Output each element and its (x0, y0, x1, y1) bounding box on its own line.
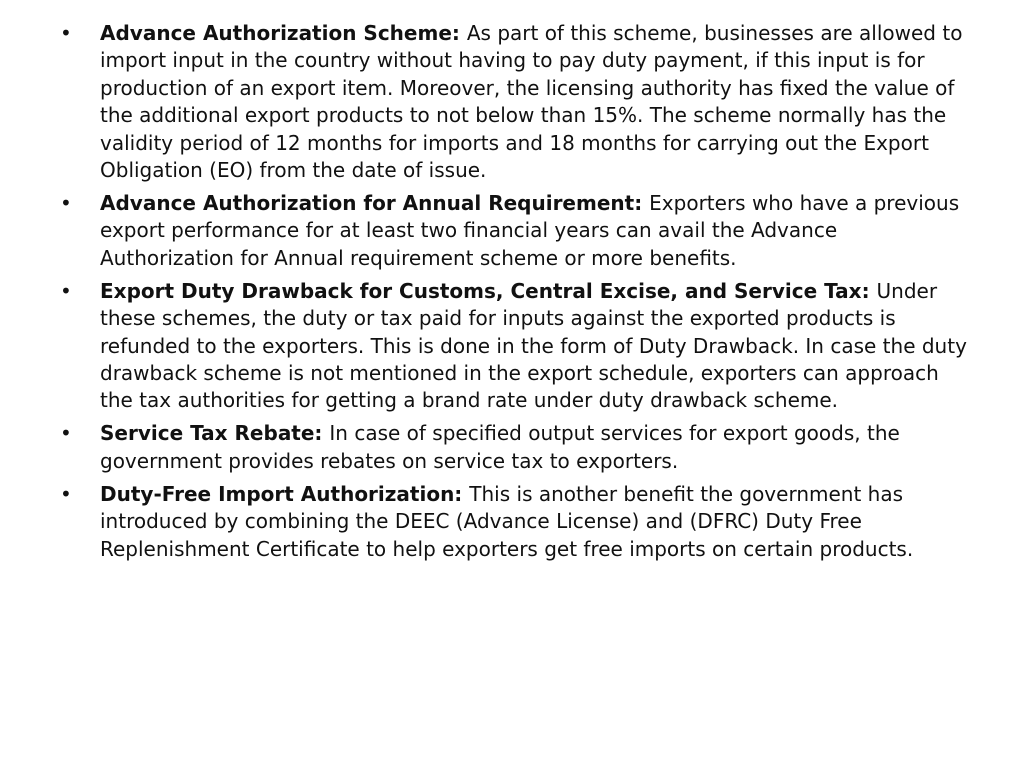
bullet-term: Advance Authorization for Annual Requirement: (100, 191, 650, 216)
bullet-dot-icon: • (60, 421, 72, 446)
bullet-item (60, 481, 970, 563)
bullet-term: Duty-Free Import Authorization: (100, 481, 470, 506)
bullet-dot-icon: • (60, 191, 72, 216)
bullet-term: Service Tax Rebate: (100, 421, 330, 446)
bullet-text: Under these schemes, the duty or tax paid for inputs against the exported products is refunded to the exporters. This is done in the form of Duty Drawback. In case the duty drawback scheme is not mentioned in the export schedule, exporters can approach the tax authorities for getting a brand rate under duty drawback scheme. (100, 278, 967, 413)
bullet-item (60, 20, 970, 184)
bullet-text: Exporters who have a previous export performance for at least two financial years can avail the Advance Authorization for Annual requirement scheme or more benefits. (100, 191, 960, 270)
bullet-list (60, 20, 970, 569)
bullet-item (60, 190, 970, 272)
bullet-item (60, 420, 970, 475)
bullet-text: As part of this scheme, businesses are allowed to import input in the country without having to pay duty payment, if this input is for production of an export item. Moreover, the licensing authority has fixed the value of the additional export products to not below than 15%. The scheme normally has the validity period of 12 months for imports and 18 months for carrying out the Export Obligation (EO) from the date of issue. (100, 21, 963, 183)
bullet-term: Advance Authorization Scheme: (100, 21, 467, 45)
bullet-text: This is another benefit the government has introduced by combining the DEEC (Advance License) and (DFRC) Duty Free Replenishment Certificate to help exporters get free imports on certain products. (100, 481, 914, 561)
bullet-term: Export Duty Drawback for Customs, Central Excise, and Service Tax: (100, 278, 877, 303)
bullet-dot-icon: • (60, 278, 72, 303)
bullet-dot-icon: • (60, 21, 72, 45)
bullet-text: In case of specified output services for export goods, the government provides rebates on service tax to exporters. (100, 421, 900, 473)
bullet-item (60, 278, 970, 415)
bullet-dot-icon: • (60, 481, 72, 506)
